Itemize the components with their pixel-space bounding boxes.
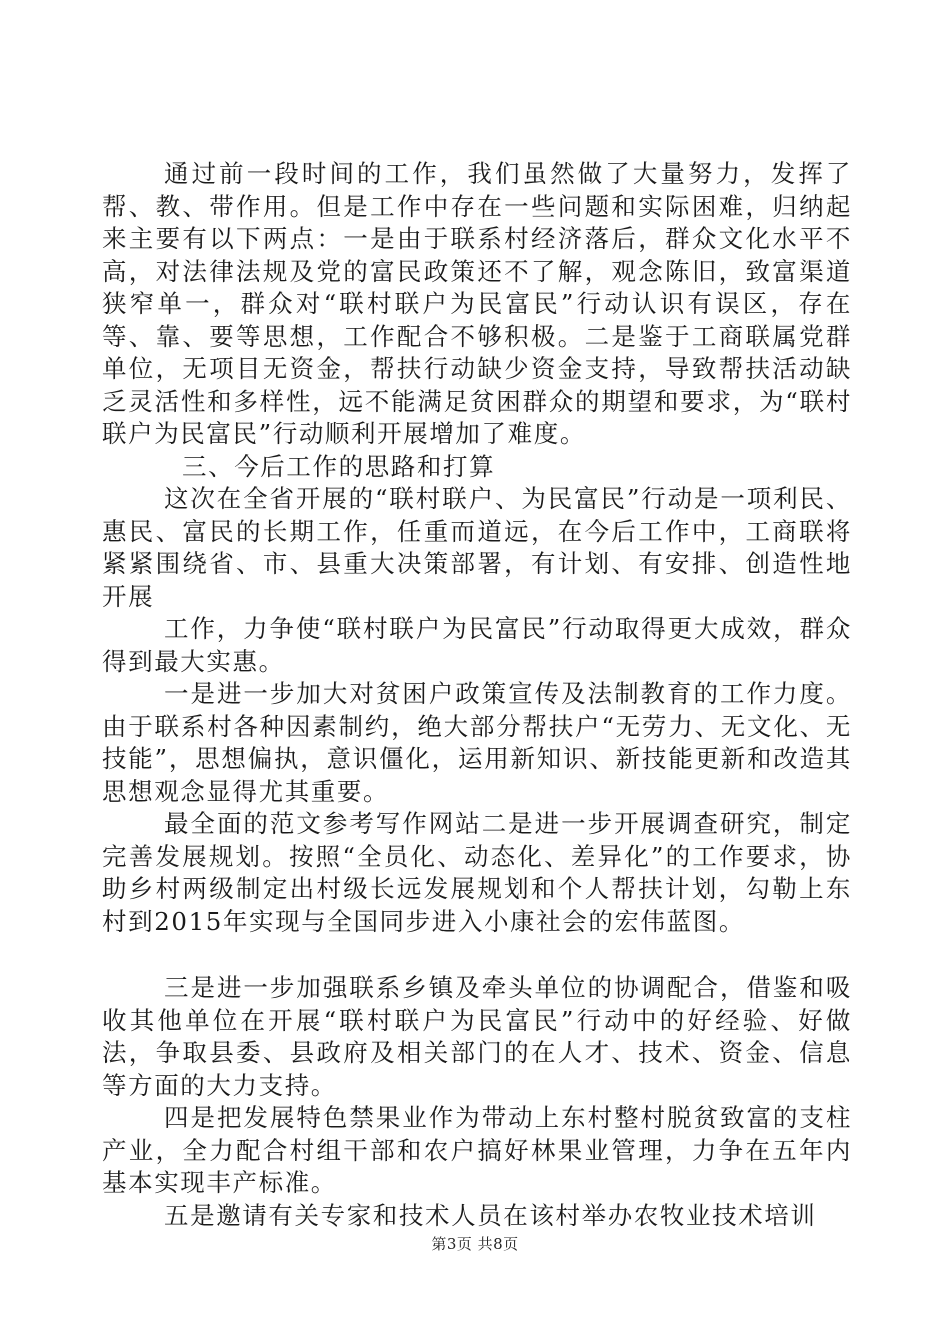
paragraph-measure-three: 三是进一步加强联系乡镇及牵头单位的协调配合，借鉴和吸收其他单位在开展“联村联户为民富民”行动中的好经验、好做法，争取县委、县政府及相关部门的在人才、技术、资金、信息等方面的大力支持。 xyxy=(102,973,852,1100)
document-body xyxy=(102,158,852,1232)
paragraph-measure-four: 四是把发展特色禁果业作为带动上东村整村脱贫致富的支柱产业，全力配合村组干部和农户搞好林果业管理，力争在五年内基本实现丰产标准。 xyxy=(102,1103,852,1197)
paragraph-difficulties: 通过前一段时间的工作，我们虽然做了大量努力，发挥了帮、教、带作用。但是工作中存在一些问题和实际困难，归纳起来主要有以下两点：一是由于联系村经济落后，群众文化水平不高，对法律法规及党的富民政策还不了解，观念陈旧，致富渠道狭窄单一，群众对“联村联户为民富民”行动认识有误区，存在等、靠、要等思想，工作配合不够积极。二是鉴于工商联属党群单位，无项目无资金，帮扶行动缺少资金支持，导致帮扶活动缺乏灵活性和多样性，远不能满足贫困群众的期望和要求，为“联村联户为民富民”行动顺利开展增加了难度。 xyxy=(102,159,852,448)
page-number-footer: 第3页 共8页 xyxy=(431,1235,519,1253)
paragraph-future-plan-continued: 工作，力争使“联村联户为民富民”行动取得更大成效，群众得到最大实惠。 xyxy=(102,614,852,676)
paragraph-gap xyxy=(102,938,852,972)
paragraph-measure-two: 最全面的范文参考写作网站二是进一步开展调查研究，制定完善发展规划。按照“全员化、动态化、差异化”的工作要求，协助乡村两级制定出村级长远发展规划和个人帮扶计划，勾勒上东村到2015年实现与全国同步进入小康社会的宏伟蓝图。 xyxy=(102,809,852,936)
paragraph-future-plan: 这次在全省开展的“联村联户、为民富民”行动是一项利民、惠民、富民的长期工作，任重而道远，在今后工作中，工商联将紧紧围绕省、市、县重大决策部署，有计划、有安排、创造性地开展 xyxy=(102,484,852,611)
paragraph-measure-five: 五是邀请有关专家和技术人员在该村举办农牧业技术培训 xyxy=(164,1200,817,1230)
section-heading: 三、今后工作的思路和打算 xyxy=(182,451,496,481)
paragraph-measure-one: 一是进一步加大对贫困户政策宣传及法制教育的工作力度。由于联系村各种因素制约，绝大部分帮扶户“无劳力、无文化、无技能”，思想偏执，意识僵化，运用新知识、新技能更新和改造其思想观念显得尤其重要。 xyxy=(102,679,852,806)
